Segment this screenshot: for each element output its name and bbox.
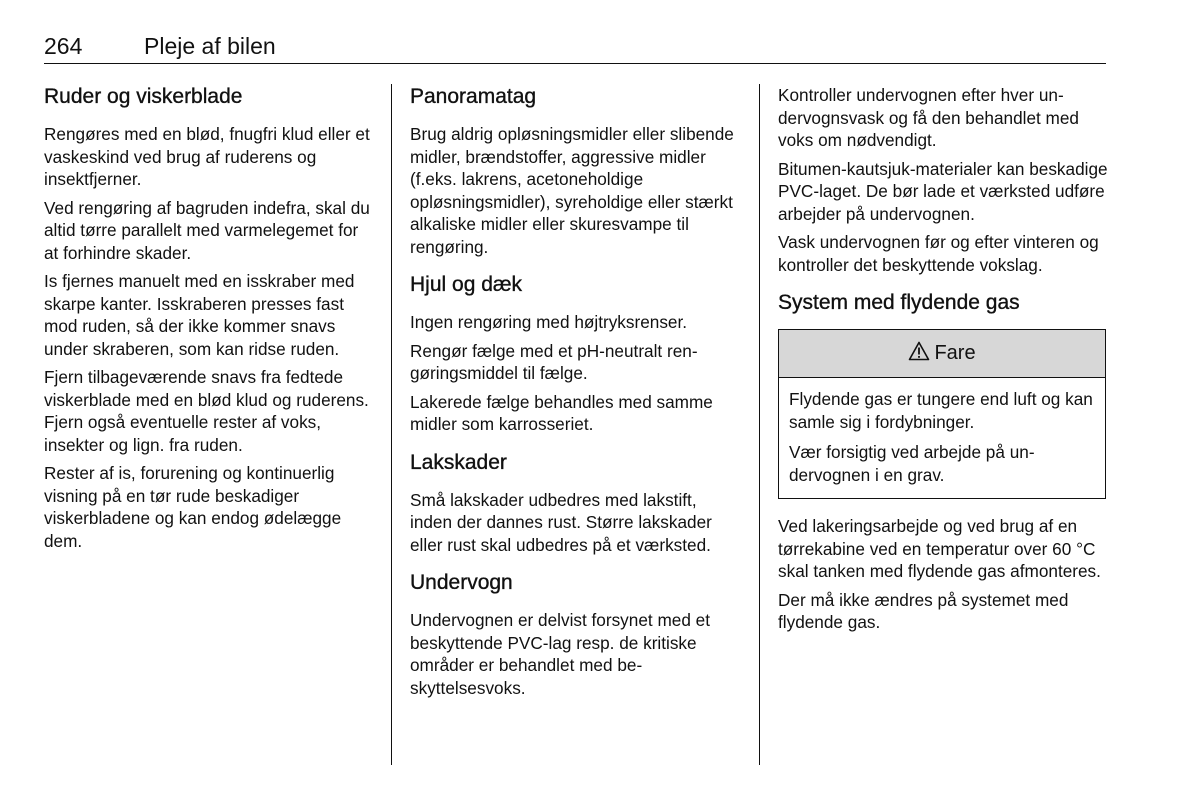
warning-paragraph: Vær forsigtig ved arbejde på undervognen i en grav. xyxy=(789,442,1035,485)
paragraph: Kontroller undervognen efter hver undervognsvask og få den behandlet med voks om nødvendigt. xyxy=(778,85,1079,150)
paragraph: Vask undervognen før og efter vinteren og kontroller det beskyttende vokslag. xyxy=(778,232,1099,275)
paragraph: Bitumen-kautsjuk-materialer kan beskadige PVC-laget. De bør lade et værksted udføre arbejder på undervognen. xyxy=(778,158,1108,224)
paragraph: Lakerede fælge behandles med samme midler som karrosseriet. xyxy=(410,391,713,434)
paragraph: Brug aldrig opløsningsmidler eller slibende midler, brændstoffer, aggressive midler (f.eks. lakrens, acetoneholdige opløsningsmidler), syreholdige eller stærkt alkaliske midler eller skuresvampe til rengøring. xyxy=(410,124,734,257)
paragraph: Rengøres med en blød, fnugfri klud eller et vaskeskind ved brug af ruderens og insektfjerner. xyxy=(44,124,370,189)
column-divider xyxy=(759,84,760,765)
page-number: 264 xyxy=(44,33,83,59)
page-header xyxy=(44,32,1106,64)
paragraph: Fjern tilbageværende snavs fra fedtede viskerblade med en blød klud og ruderens. Fjern også eventuelle rester af voks, insekter og lign. fra ruden. xyxy=(44,367,369,455)
running-title: Pleje af bilen xyxy=(144,33,276,59)
section-heading-flydende-gas: System med flydende gas xyxy=(778,291,1020,314)
paragraph: Ved lakeringsarbejde og ved brug af en tørrekabine ved en temperatur over 60 °C skal tanken med flydende gas afmonteres. xyxy=(778,516,1101,581)
paragraph: Der må ikke ændres på systemet med flydende gas. xyxy=(778,589,1069,632)
paragraph: Rengør fælge med et pH-neutralt rengøringsmiddel til fælge. xyxy=(410,340,698,383)
paragraph: Små lakskader udbedres med lakstift, inden der dannes rust. Større lakskader eller rust skal udbedres på et værksted. xyxy=(410,489,712,555)
column-divider xyxy=(391,84,392,765)
section-heading-panoramatag: Panoramatag xyxy=(410,85,537,108)
column-3 xyxy=(778,84,1108,640)
column-1 xyxy=(44,84,374,558)
paragraph: Rester af is, forurening og kontinuerlig visning på en tør rude beskadiger viskerbladene og kan endog ødelægge dem. xyxy=(44,463,342,551)
section-heading-ruder: Ruder og viskerblade xyxy=(44,85,243,108)
paragraph: Is fjernes manuelt med en isskraber med skarpe kanter. Isskraberen presses fast mod ruden, så der ikke kommer snavs under skraberen, som kan ridse ruden. xyxy=(44,271,355,359)
section-heading-undervogn: Undervogn xyxy=(410,571,513,594)
section-heading-hjul: Hjul og dæk xyxy=(410,273,523,296)
section-heading-lakskader: Lakskader xyxy=(410,450,507,474)
paragraph: Ingen rengøring med højtryksrenser. xyxy=(410,312,688,332)
paragraph: Undervognen er delvist forsynet med et beskyttende PVC-lag resp. de kritiske områder er behandlet med beskyttelsesvoks. xyxy=(410,610,710,698)
paragraph: Ved rengøring af bagruden indefra, skal du altid tørre parallelt med varmelegemet for at forhindre skader. xyxy=(44,197,370,263)
warning-paragraph: Flydende gas er tungere end luft og kan samle sig i fordybninger. xyxy=(789,389,1093,432)
warning-triangle-icon xyxy=(908,341,930,367)
warning-header xyxy=(779,330,1105,378)
warning-body xyxy=(779,378,1105,498)
warning-label: Fare xyxy=(934,342,976,364)
header-rule xyxy=(44,63,1106,64)
danger-warning-box xyxy=(778,329,1106,499)
column-2 xyxy=(410,84,740,705)
